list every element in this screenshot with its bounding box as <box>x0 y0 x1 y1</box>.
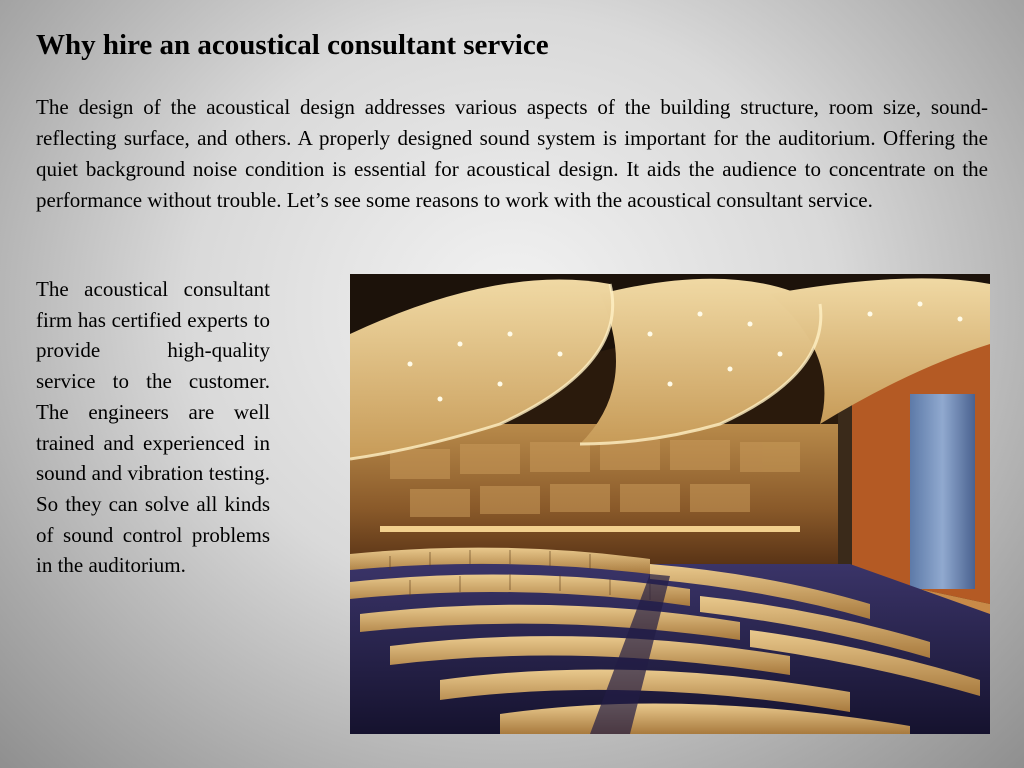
auditorium-illustration <box>350 274 990 734</box>
side-paragraph: The acoustical consultant firm has certified experts to provide high-quality service to the customer. The engineers are well trained and experienced in sound and vibration testing. So they can solve all kinds of sound control problems in the auditorium. <box>36 277 270 578</box>
slide-title: Why hire an acoustical consultant service <box>36 29 549 61</box>
intro-paragraph: The design of the acoustical design addresses various aspects of the building structure, room size, sound-reflecting surface, and others. A properly designed sound system is important for the auditorium. Offering the quiet background noise condition is essential for acoustical design. It aids the audience to concentrate on the performance without trouble. Let’s see some reasons to work with the acoustical consultant service. <box>36 95 988 212</box>
auditorium-photo <box>350 274 990 734</box>
